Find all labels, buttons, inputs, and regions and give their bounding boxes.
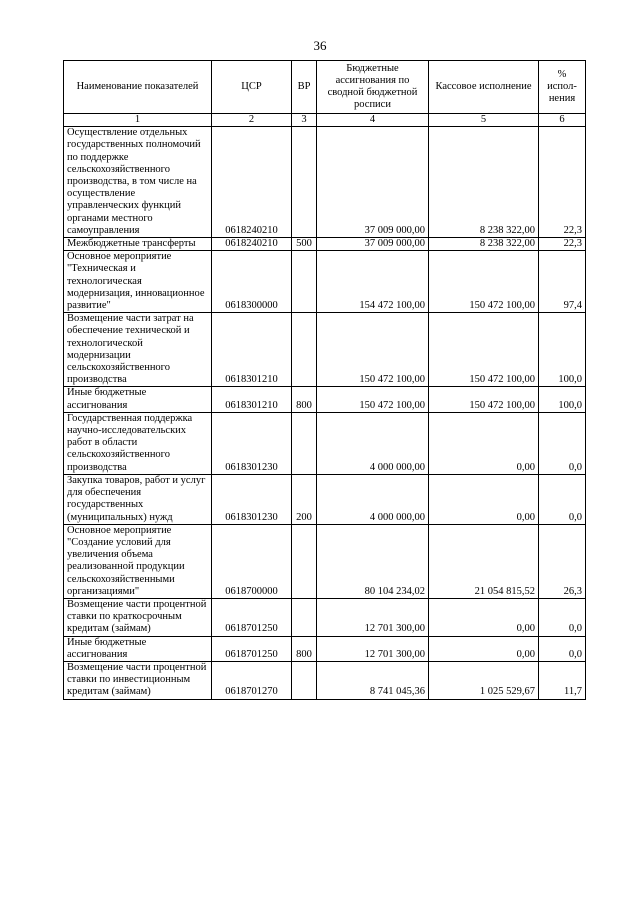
csr-code: 0618240210 <box>212 238 292 251</box>
vr-code <box>292 524 317 598</box>
indicator-name: Возмещение части процентной ставки по краткосрочным кредитам (займам) <box>64 598 212 636</box>
table-row <box>64 251 586 313</box>
percent-execution: 22,3 <box>539 127 586 238</box>
csr-code: 0618301210 <box>212 387 292 412</box>
header-row <box>64 61 586 114</box>
column-number: 5 <box>429 114 539 127</box>
cash-execution-amount: 0,00 <box>429 636 539 661</box>
table-row <box>64 127 586 238</box>
allocation-amount: 12 701 300,00 <box>317 598 429 636</box>
table-row <box>64 313 586 387</box>
allocation-amount: 8 741 045,36 <box>317 661 429 699</box>
vr-code: 800 <box>292 387 317 412</box>
vr-code <box>292 127 317 238</box>
cash-execution-amount: 1 025 529,67 <box>429 661 539 699</box>
allocation-amount: 37 009 000,00 <box>317 127 429 238</box>
csr-code: 0618240210 <box>212 127 292 238</box>
vr-code: 800 <box>292 636 317 661</box>
indicator-name: Возмещение части процентной ставки по инвестиционным кредитам (займам) <box>64 661 212 699</box>
percent-execution: 100,0 <box>539 313 586 387</box>
budget-execution-table <box>63 60 586 700</box>
csr-code: 0618300000 <box>212 251 292 313</box>
percent-execution: 97,4 <box>539 251 586 313</box>
cash-execution-amount: 0,00 <box>429 598 539 636</box>
column-number: 3 <box>292 114 317 127</box>
csr-code: 0618701270 <box>212 661 292 699</box>
csr-code: 0618301230 <box>212 474 292 524</box>
percent-execution: 0,0 <box>539 598 586 636</box>
vr-code <box>292 313 317 387</box>
allocation-amount: 154 472 100,00 <box>317 251 429 313</box>
header-vr: ВР <box>292 61 317 114</box>
vr-code <box>292 412 317 474</box>
cash-execution-amount: 150 472 100,00 <box>429 387 539 412</box>
column-number: 1 <box>64 114 212 127</box>
csr-code: 0618301210 <box>212 313 292 387</box>
header-cash-execution: Кассовое исполнение <box>429 61 539 114</box>
column-number: 2 <box>212 114 292 127</box>
header-allocation: Бюджетные ассигнования по сводной бюджетной росписи <box>317 61 429 114</box>
column-number-row <box>64 114 586 127</box>
allocation-amount: 80 104 234,02 <box>317 524 429 598</box>
csr-code: 0618700000 <box>212 524 292 598</box>
column-number: 4 <box>317 114 429 127</box>
vr-code: 200 <box>292 474 317 524</box>
table-row <box>64 238 586 251</box>
vr-code <box>292 598 317 636</box>
table-row <box>64 598 586 636</box>
cash-execution-amount: 0,00 <box>429 412 539 474</box>
percent-execution: 22,3 <box>539 238 586 251</box>
csr-code: 0618301230 <box>212 412 292 474</box>
cash-execution-amount: 0,00 <box>429 474 539 524</box>
csr-code: 0618701250 <box>212 598 292 636</box>
indicator-name: Возмещение части затрат на обеспечение технической и технологической модернизации сельскохозяйственного производства <box>64 313 212 387</box>
indicator-name: Осуществление отдельных государственных полномочий по поддержке сельскохозяйственного производства, в том числе на осуществление управленческих функций органами местного самоуправления <box>64 127 212 238</box>
column-number: 6 <box>539 114 586 127</box>
percent-execution: 0,0 <box>539 636 586 661</box>
vr-code <box>292 251 317 313</box>
percent-execution: 11,7 <box>539 661 586 699</box>
allocation-amount: 37 009 000,00 <box>317 238 429 251</box>
cash-execution-amount: 21 054 815,52 <box>429 524 539 598</box>
percent-execution: 0,0 <box>539 474 586 524</box>
table-row <box>64 474 586 524</box>
percent-execution: 100,0 <box>539 387 586 412</box>
vr-code <box>292 661 317 699</box>
indicator-name: Иные бюджетные ассигнования <box>64 636 212 661</box>
cash-execution-amount: 150 472 100,00 <box>429 313 539 387</box>
allocation-amount: 4 000 000,00 <box>317 474 429 524</box>
header-name: Наименование показателей <box>64 61 212 114</box>
table-row <box>64 636 586 661</box>
percent-execution: 0,0 <box>539 412 586 474</box>
csr-code: 0618701250 <box>212 636 292 661</box>
indicator-name: Межбюджетные трансферты <box>64 238 212 251</box>
page-number: 36 <box>313 38 327 53</box>
cash-execution-amount: 150 472 100,00 <box>429 251 539 313</box>
header-csr: ЦСР <box>212 61 292 114</box>
cash-execution-amount: 8 238 322,00 <box>429 238 539 251</box>
cash-execution-amount: 8 238 322,00 <box>429 127 539 238</box>
allocation-amount: 150 472 100,00 <box>317 313 429 387</box>
allocation-amount: 4 000 000,00 <box>317 412 429 474</box>
indicator-name: Основное мероприятие "Техническая и технологическая модернизация, инновационное развитие" <box>64 251 212 313</box>
allocation-amount: 150 472 100,00 <box>317 387 429 412</box>
table-row <box>64 661 586 699</box>
percent-execution: 26,3 <box>539 524 586 598</box>
allocation-amount: 12 701 300,00 <box>317 636 429 661</box>
indicator-name: Закупка товаров, работ и услуг для обеспечения государственных (муниципальных) нужд <box>64 474 212 524</box>
indicator-name: Основное мероприятие "Создание условий для увеличения объема реализованной продукции сельскохозяйственными организациями" <box>64 524 212 598</box>
indicator-name: Государственная поддержка научно-исследовательских работ в области сельскохозяйственного производства <box>64 412 212 474</box>
header-percent-execution: % испол-нения <box>539 61 586 114</box>
vr-code: 500 <box>292 238 317 251</box>
indicator-name: Иные бюджетные ассигнования <box>64 387 212 412</box>
table-row <box>64 387 586 412</box>
table-row <box>64 412 586 474</box>
table-row <box>64 524 586 598</box>
